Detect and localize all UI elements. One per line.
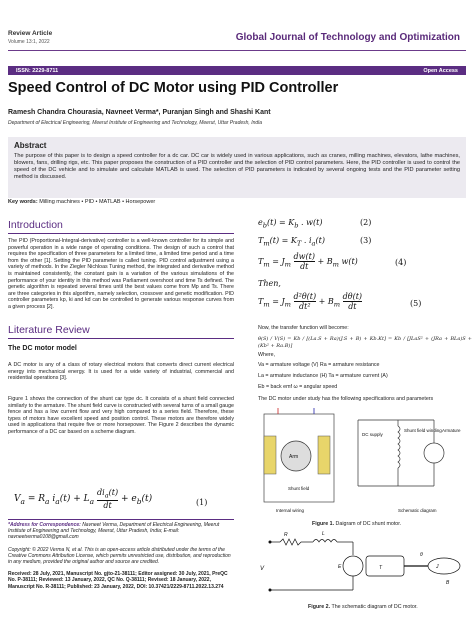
load-inertia: [428, 558, 460, 574]
transfer-function: θ(S) / V(S) = Kb / [(La.S + Ra)(J.S + B) + Kb.Kt] = Kb / [JLaS² + (JRa + BLa)S + (Kb² + Ra.B)]: [258, 336, 472, 349]
article-type: Review Article: [8, 30, 53, 37]
abstract-box: [8, 137, 466, 198]
armature-label: Armature: [442, 428, 461, 433]
specifications-text: The DC motor under study has the following specifications and parameters: [258, 396, 434, 402]
intro-heading: Introduction: [8, 219, 63, 231]
copyright-text: Copyright: © 2022 Verma N, et al. This is an open-access article distributed under the terms of the Creative Commons Attribution License, which permits unrestricted use, distribution, and reproduction in any medium, provided the original author and source are credited.: [8, 546, 231, 566]
definition-3: Eb = back emf ω = angular speed: [258, 384, 338, 390]
figure-2-dc-motor-schematic: [258, 530, 470, 600]
motor-body: [366, 556, 404, 576]
correspondence-block: [8, 522, 234, 590]
shunt-field-label: Shunt field: [288, 486, 310, 491]
arm-label: Arm: [289, 454, 299, 460]
equation-3: $T_m(t) = K_T$ . $i_a(t)$: [258, 236, 325, 248]
equation-4: $T_m = J_m$ $\frac{dw(t)}{dt}$ + $B_m$ w(t): [258, 252, 358, 271]
definition-2: La = armature inductance (H) Ta = armature current (A): [258, 373, 388, 379]
equation-5: $T_m = J_m$ $\frac{\text{d²θ(t)}}{\text{dt²}}$ + $B_m$ $\frac{d\theta(t)}{dt}$: [258, 292, 363, 311]
la-inductor: [313, 540, 337, 543]
figure-1-caption: [312, 521, 401, 527]
issn: ISSN: 2229-8711: [16, 67, 59, 74]
definition-1: Va = armature voltage (V) Ra = armature resistance: [258, 362, 380, 368]
lit-heading: Literature Review: [8, 324, 90, 336]
equation-4-number: (4): [395, 258, 407, 267]
equation-2: $e_b(t) = K_b$ . w(t): [258, 218, 323, 230]
equation-2-number: (2): [360, 218, 372, 227]
shunt-field-coil-left: [264, 436, 276, 474]
correspondence-rule: [8, 519, 234, 520]
tm-label: T: [379, 565, 383, 571]
paper-title: Speed Control of DC Motor using PID Controller: [8, 80, 339, 96]
lit-paragraph-2: Figure 1 shows the connection of the shunt car type dc. It consists of a shunt field connected similarly to the armature. The shunt field curve is constructed with several turns of a small gauge fence and has a low current flow and very high compared to a series field. Therefore, these types of motors have excellent speed and position control. These motors are therefore widely used in applications that require five or more horsepower. The Figure 2 describes the dynamic performance of a DC car based on a scheme diagram.: [8, 396, 234, 435]
figure-2-caption-label: Figure 2.: [308, 604, 331, 610]
tf-intro: Now, the transfer function will become:: [258, 325, 349, 331]
article-header: [8, 30, 52, 45]
figure-2-caption-text: The schematic diagram of DC motor.: [330, 604, 418, 610]
issn-band: [8, 66, 466, 75]
abstract-text: The purpose of this paper is to design a speed controller for a dc car. DC car is widely used in various applications, such as cranes, milling machines, elevators, lathe machines, blowers, fans, drilling rigs, etc. This paper proposes the construction of a PID controller and the selection of PID control parameters. Here, the PID controller is used to control the speed of the DC vehicle and to simulate and calculate MATLAB is used. The selection of PID parameters is indicated by several ongoing tests and the PID parameter setting method is discussed.: [14, 153, 460, 180]
figure-1-caption-text: Daigram of DC shunt motor.: [334, 521, 402, 527]
keywords: [8, 199, 155, 205]
equation-1: $V_a = R_a$ $i_a(t) + L_a$ $di_a(t)$ dt + $e_b(t)$: [14, 488, 153, 510]
abstract-heading: Abstract: [14, 141, 47, 150]
ra-resistor: [280, 539, 301, 545]
shunt-field-winding-label: Shunt field winding: [404, 428, 442, 433]
intro-rule: [8, 233, 234, 234]
schematic-diagram-label: Schematic diagram: [398, 508, 437, 513]
armature-schematic: [424, 443, 444, 463]
dc-supply-label: DC supply: [362, 432, 383, 437]
bm-label: B: [446, 580, 450, 586]
keywords-label: Key words:: [8, 199, 38, 205]
header-rule: [8, 50, 466, 51]
shunt-field-winding: [398, 426, 400, 468]
la-label: L: [322, 531, 325, 537]
affiliation: Department of Electrical Engineering, Meerut Institute of Engineering and Technology, Meerut, Uttar Pradesh, India: [8, 120, 263, 126]
ra-label: R: [284, 532, 288, 538]
equation-1-number: (1): [196, 498, 208, 507]
correspondence-label: *Address for Correspondence:: [8, 522, 81, 528]
received-text: Received: 28 July, 2021, Manuscript No. gjto-21-38111; Editor assigned: 30 July, 2021, PreQC No. P-38111; Reviewed: 13 January, 2022, QC No. Q-38111; Revised: 18 January, 2022, Manuscript No. R-38111; Published: 23 January, 2022, DOI: 10.37421/2229-8711.2022.13.274: [8, 571, 228, 590]
intro-paragraph: The PID (Proportional-Integral-derivative) controller is a well-known controller for its simple and powerful operation in a wide range of operating conditions. The design of such a control that requires the specification of three parameters for a limited time, a limited time period and a time from the other [1]. Setting the PID parameter is called tuning. PID control adjustment using a variety of methods. In the Ziegler Nichloas Tuning method, the integrated and derivative method is maintained consistently, the constant gain is a variation of the various simulations of the performance of your identity in this method was Parliament overshoot and time Ts defined. The genetic algorithm is repeated several times until the best values come from Mp and Ts. There are three categories in this algorithm, namely selection, crossover and genetic modification. PID controller parameters kp, ki and kd can be controlled to generate various response curves from a given process [2].: [8, 238, 234, 310]
journal-name: Global Journal of Technology and Optimization: [235, 32, 460, 43]
open-access-label: Open Access: [423, 67, 458, 74]
theta-label: θ: [420, 552, 423, 558]
correspondence-text: Navneet Verma, Department of Electrical Engineering, Meerut Institute of Engineering and Technology, Meerut, Uttar Pradesh, India; E-mail: navneetverma0108@gmail.com: [8, 522, 220, 541]
volume-info: Volume 13:1, 2022: [8, 39, 50, 45]
keywords-text: Milling machines • PID • MATLAB • Horsepower: [39, 199, 156, 205]
jm-label: J: [436, 564, 439, 570]
figure-2-caption: [308, 604, 418, 610]
figure-1-shunt-motor: [258, 406, 470, 518]
figure-1-caption-label: Figure 1.: [312, 521, 335, 527]
lit-rule: [8, 338, 234, 339]
eb-source: [343, 556, 363, 576]
lit-paragraph-1: A DC motor is any of a class of rotary electrical motors that converts direct current electrical energy into mechanical energy. It is used for a wide variety of industrial, commercial and residential operations [3].: [8, 362, 234, 382]
va-label: V: [260, 566, 265, 572]
equation-3-number: (3): [360, 236, 372, 245]
dc-motor-model-subheading: The DC motor model: [8, 345, 77, 352]
equation-5-number: (5): [410, 299, 422, 308]
where-label: Where,: [258, 352, 276, 358]
eb-label: E: [338, 564, 342, 570]
paper-authors: Ramesh Chandra Chourasia, Navneet Verma*, Puranjan Singh and Shashi Kant: [8, 109, 271, 116]
shunt-field-coil-right: [318, 436, 330, 474]
then-label: Then,: [258, 279, 281, 288]
internal-wiring-label: Internal wiring: [276, 508, 305, 513]
